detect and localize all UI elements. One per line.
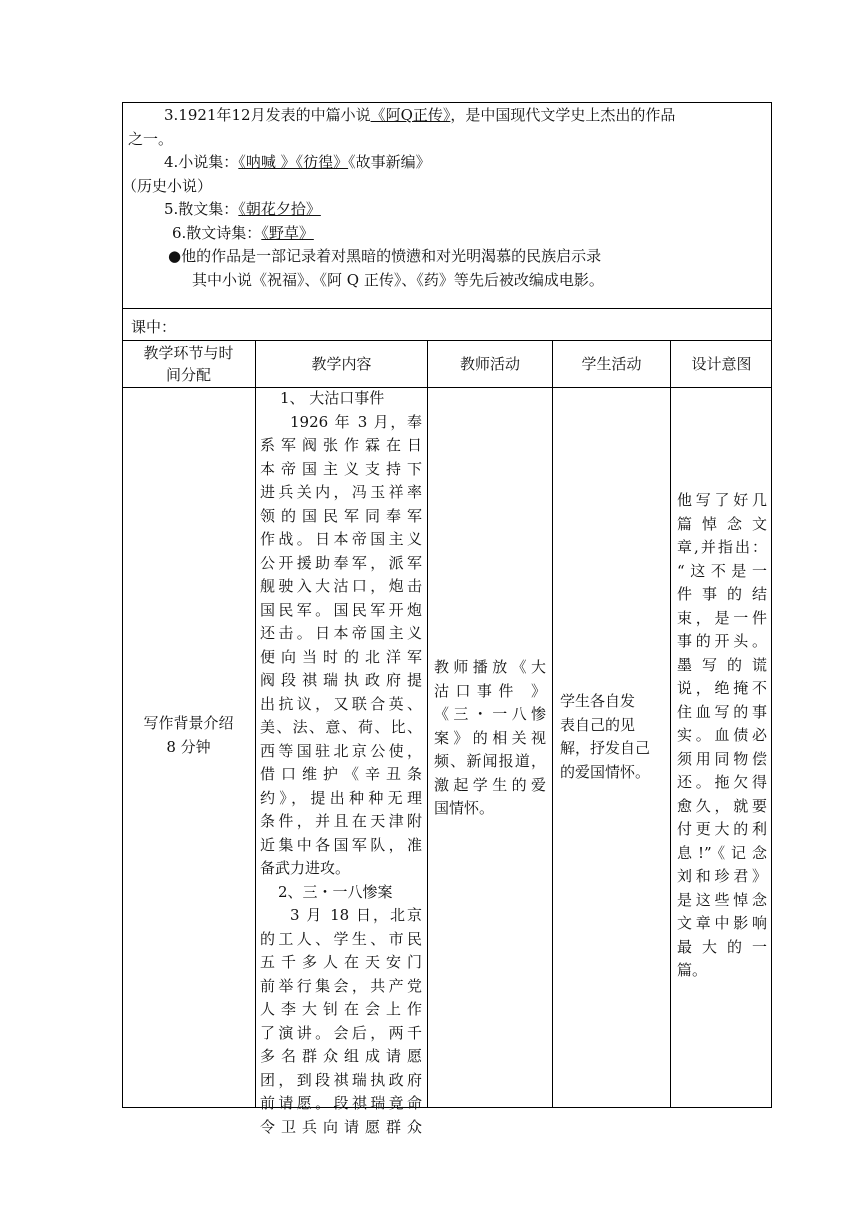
intro-text: 4.小说集： <box>164 153 239 171</box>
intent-line: 付更大的利 <box>677 820 767 838</box>
content-line: 便向当时的北洋军 <box>260 647 422 666</box>
content-cell <box>260 387 422 1139</box>
intro-block <box>122 104 768 292</box>
header-text: 教学环节与时 <box>143 344 234 362</box>
intent-line: 息!”《记念 <box>677 843 767 862</box>
intro-line: 之一。 <box>128 129 174 148</box>
header-stage <box>122 341 255 387</box>
student-line: 的爱国情怀。 <box>560 762 651 781</box>
content-line: 本帝国主义支持下 <box>260 459 422 478</box>
content-line: 系军阀张作霖在日 <box>260 436 422 454</box>
content-line: 前举行集会，共产党 <box>260 976 422 995</box>
intent-line: 文章中影响 <box>677 914 767 932</box>
divider-line <box>122 308 772 309</box>
intent-line: 须用同物偿 <box>677 749 767 768</box>
intent-line: 他写了好几 <box>677 491 767 509</box>
intent-line: 篇 悼 念 文 <box>677 514 767 533</box>
content-line: 前请愿。段祺瑞竟命 <box>260 1094 422 1112</box>
intent-line: 刘和珍君》 <box>677 867 767 885</box>
intro-text: 6.散文诗集： <box>172 223 262 242</box>
content-line: 领的国民军同奉军 <box>260 506 422 525</box>
work-title: 《朝花夕拾》 <box>238 200 321 218</box>
content-line: 五千多人在天安门 <box>260 953 422 971</box>
content-line: 的工人、学生、市民 <box>260 929 422 948</box>
content-line: 西等国驻北京公使， <box>260 741 422 760</box>
intent-cell <box>677 489 767 983</box>
intro-line: 其中小说《祝福》、《阿 Q 正传》、《药》等先后被改编成电影。 <box>192 270 604 289</box>
header-content: 教学内容 <box>311 355 372 373</box>
intro-line <box>128 198 768 222</box>
divider-line <box>122 387 772 388</box>
header-text: 间分配 <box>165 366 211 384</box>
content-line: 近集中各国军队，准 <box>260 835 422 854</box>
teacher-line: 教师播放《大 <box>434 658 546 676</box>
content-line: 1、 大沽口事件 <box>280 389 385 407</box>
intent-line: 还。拖欠得 <box>677 773 767 791</box>
stage-duration: 8 分钟 <box>166 737 211 756</box>
content-line: 人李大钊在会上作 <box>260 1000 422 1018</box>
content-line: 多名群众组成请愿 <box>260 1047 422 1065</box>
content-line: 3 月 18 日，北京 <box>290 906 422 924</box>
teacher-line: 沽口事件 》 <box>434 681 546 700</box>
intent-line: 件 事 的 结 <box>677 585 767 603</box>
work-title: 《阿Q正传》 <box>370 106 451 124</box>
header-student: 学生活动 <box>581 355 642 373</box>
content-line: 作战。日本帝国主义 <box>260 530 422 548</box>
intent-line: “这不是一 <box>677 561 767 580</box>
teacher-line: 案》的相关视 <box>434 728 546 747</box>
intent-line: 说，绝掩不 <box>677 679 767 697</box>
intent-line: 束，是一件 <box>677 608 767 627</box>
column-line <box>255 340 256 1108</box>
intro-line <box>128 104 768 128</box>
content-line: 条件，并且在天津附 <box>260 812 422 830</box>
content-line: 团，到段祺瑞执政府 <box>260 1070 422 1089</box>
intent-line: 住血写的事 <box>677 702 767 721</box>
teacher-line: 《三・一八惨 <box>434 705 546 723</box>
student-line: 表自己的见 <box>560 715 636 734</box>
intro-text: 3.1921年12月发表的中篇小说 <box>164 106 371 124</box>
content-line: 公开援助奉军，派军 <box>260 553 422 572</box>
content-line: 2、三・一八惨案 <box>278 882 393 901</box>
teacher-line: 频、新闻报道， <box>434 752 546 770</box>
student-line: 学生各自发 <box>560 692 636 710</box>
intro-line <box>128 222 768 246</box>
content-line: 美、法、意、荷、比、 <box>260 718 422 736</box>
student-cell <box>560 690 664 784</box>
intent-line: 愈久，就要 <box>677 796 767 815</box>
teacher-line: 激起学生的爱 <box>434 775 546 794</box>
column-line <box>427 340 428 1108</box>
intro-line: ●他的作品是一部记录着对黑暗的愤懑和对光明渴慕的民族启示录 <box>168 247 602 265</box>
stage-cell <box>122 712 255 759</box>
intro-text: 5.散文集： <box>164 200 239 218</box>
teacher-line: 国情怀。 <box>434 799 495 817</box>
content-line: 借口维护《辛丑条 <box>260 765 422 783</box>
content-line: 1926 年 3 月，奉 <box>290 412 422 431</box>
content-line: 舰驶入大沽口，炮击 <box>260 577 422 595</box>
content-line: 了演讲。会后，两千 <box>260 1023 422 1042</box>
header-teacher: 教师活动 <box>459 355 520 373</box>
content-line: 阀段祺瑞执政府提 <box>260 671 422 689</box>
intent-line: 是这些悼念 <box>677 890 767 909</box>
intent-line: 章,并指出： <box>677 538 767 556</box>
student-line: 解，抒发自己 <box>560 739 651 757</box>
intro-text: ，是中国现代文学史上杰出的作品 <box>450 106 676 124</box>
work-title: 《呐喊 》《彷徨》 <box>238 153 349 171</box>
content-line: 国民军。国民军开炮 <box>260 600 422 619</box>
intent-line: 篇。 <box>677 961 708 979</box>
intent-line: 事的开头。 <box>677 632 767 650</box>
column-line <box>670 340 671 1108</box>
content-line: 进兵关内，冯玉祥率 <box>260 483 422 501</box>
intent-line: 实。血债必 <box>677 726 767 744</box>
intro-text: 《故事新编》 <box>348 153 431 171</box>
intent-line: 最 大 的 一 <box>677 937 767 956</box>
header-intent: 设计意图 <box>691 355 752 373</box>
intro-line: （历史小说） <box>122 176 213 195</box>
work-title: 《野草》 <box>261 223 314 242</box>
content-line: 还击。日本帝国主义 <box>260 624 422 642</box>
section-label: 课中： <box>131 318 177 336</box>
intent-line: 墨 写 的 谎 <box>677 655 767 674</box>
content-line: 出抗议，又联合英、 <box>260 694 422 713</box>
content-line: 令卫兵向请愿群众 <box>260 1117 422 1136</box>
content-line: 约》，提出种种无理 <box>260 788 422 807</box>
intro-line <box>128 151 768 175</box>
teacher-cell <box>434 656 546 821</box>
stage-name: 写作背景介绍 <box>143 714 234 732</box>
column-line <box>552 340 553 1108</box>
content-line: 备武力进攻。 <box>260 859 351 877</box>
